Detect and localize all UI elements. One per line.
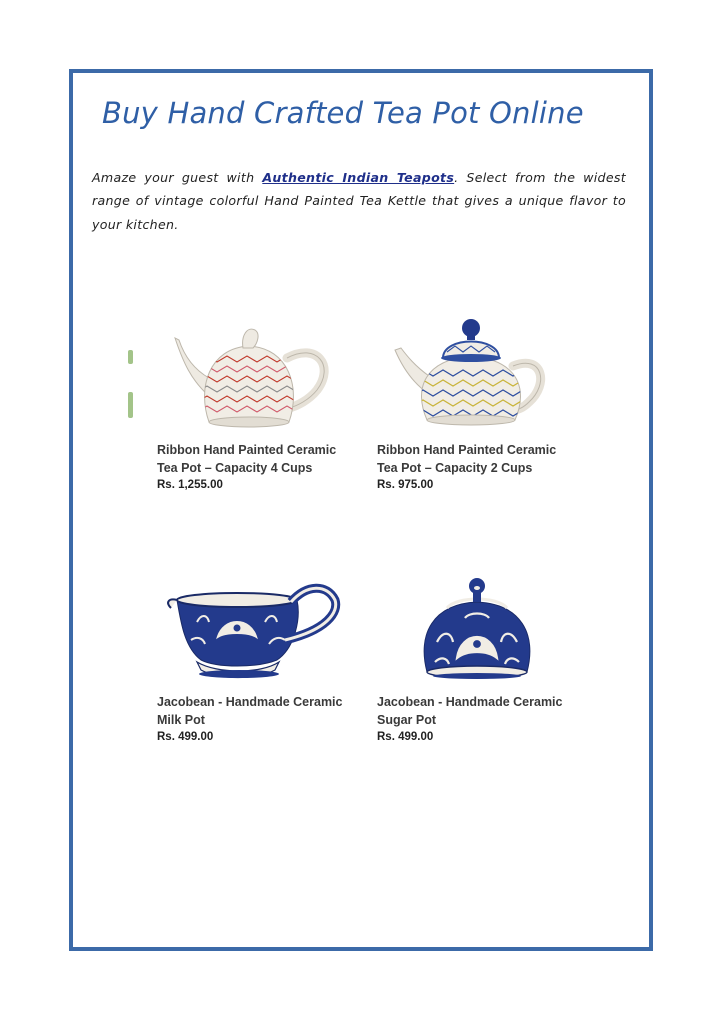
- product-card[interactable]: [377, 310, 577, 491]
- product-card[interactable]: [377, 572, 577, 743]
- sugar-pot-icon[interactable]: [377, 572, 557, 688]
- page-title: Buy Hand Crafted Tea Pot Online: [102, 96, 584, 130]
- product-name[interactable]: Jacobean - Handmade Ceramic Milk Pot: [157, 695, 343, 727]
- product-card[interactable]: [157, 578, 357, 743]
- image-fragment: [128, 350, 133, 364]
- teapot-blue-chevron-icon[interactable]: [377, 310, 557, 436]
- product-price: Rs. 499.00: [157, 731, 214, 743]
- intro-text-after: . Select from the widest range of vintage colorful Hand Painted Tea Kettle that gives a unique flavor to your kitchen.: [92, 170, 626, 232]
- authentic-teapots-link[interactable]: Authentic Indian Teapots: [262, 170, 455, 185]
- intro-paragraph: [92, 166, 626, 236]
- product-name[interactable]: Ribbon Hand Painted Ceramic Tea Pot – Capacity 4 Cups: [157, 443, 337, 475]
- intro-text-before: Amaze your guest with: [92, 170, 263, 185]
- milk-pot-icon[interactable]: [157, 578, 347, 688]
- product-name[interactable]: Jacobean - Handmade Ceramic Sugar Pot: [377, 695, 563, 727]
- teapot-red-chevron-icon[interactable]: [157, 318, 337, 436]
- product-price: Rs. 1,255.00: [157, 479, 223, 491]
- product-price: Rs. 975.00: [377, 479, 434, 491]
- product-card[interactable]: [157, 318, 357, 491]
- product-price: Rs. 499.00: [377, 731, 434, 743]
- product-name[interactable]: Ribbon Hand Painted Ceramic Tea Pot – Capacity 2 Cups: [377, 443, 557, 475]
- image-fragment: [128, 392, 133, 418]
